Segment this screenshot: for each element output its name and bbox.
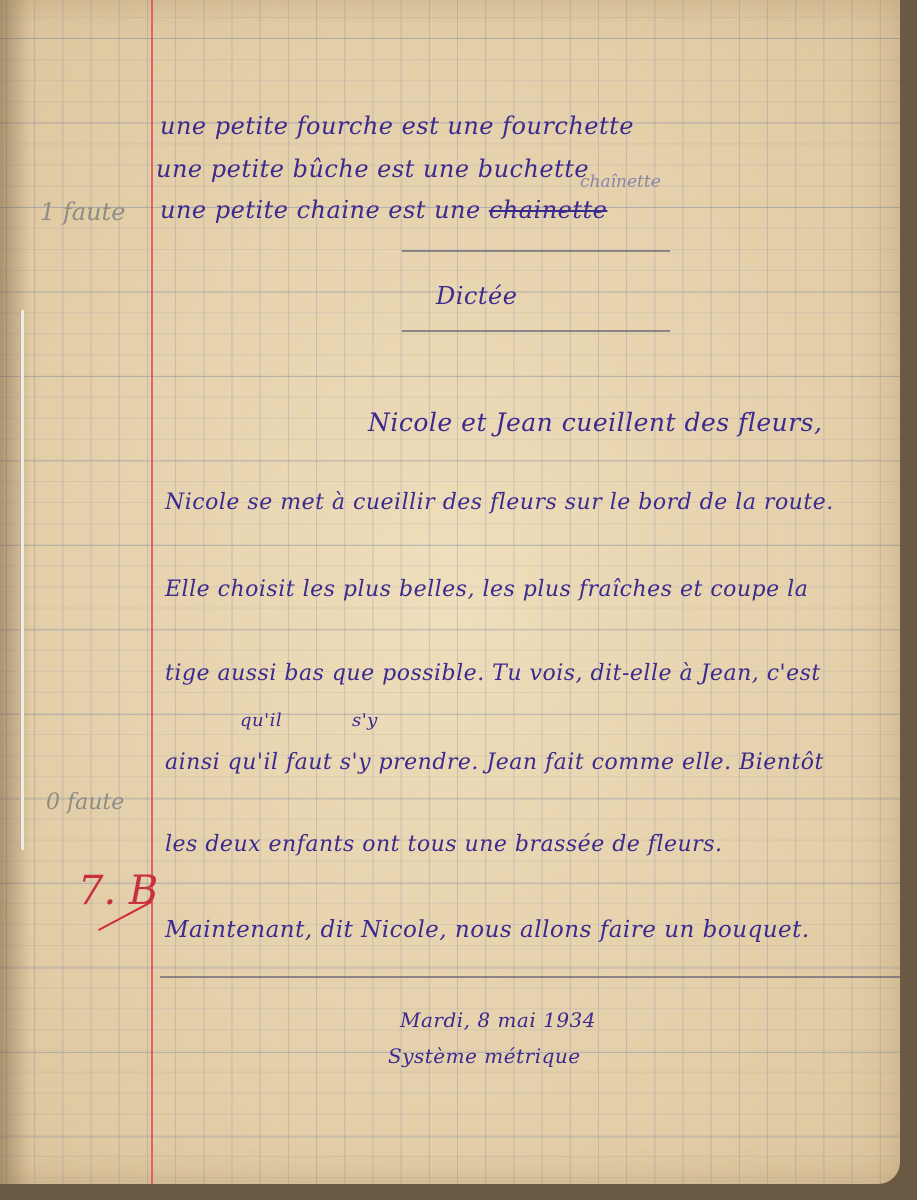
margin-line xyxy=(151,0,153,1184)
opening-line-3 xyxy=(160,196,607,224)
dictee-line-4: ainsi qu'il faut s'y prendre. Jean fait comme elle. Bientôt xyxy=(165,750,824,775)
dictee-line-6: Maintenant, dit Nicole, nous allons faire un bouquet. xyxy=(165,917,810,943)
end-rule xyxy=(160,976,900,978)
opening-line-2: une petite bûche est une buchette xyxy=(156,155,590,183)
opening-line-3-prefix: une petite chaine est une xyxy=(160,196,489,224)
separator-rule-2 xyxy=(402,330,670,332)
date-line: Mardi, 8 mai 1934 xyxy=(400,1008,596,1032)
struck-word: chainette xyxy=(488,196,608,224)
interlinear-correction-1: qu'il xyxy=(240,710,283,731)
margin-note-top: 1 faute xyxy=(40,198,126,226)
grade: 7. B xyxy=(78,868,159,914)
separator-rule-1 xyxy=(402,250,670,252)
binding-thread xyxy=(20,310,24,850)
margin-note-bottom: 0 faute xyxy=(46,790,125,815)
dictee-title: Dictée xyxy=(436,282,518,310)
opening-line-1: une petite fourche est une fourchette xyxy=(160,112,634,140)
dictee-subtitle: Nicole et Jean cueillent des fleurs, xyxy=(368,408,823,437)
dictee-line-2: Elle choisit les plus belles, les plus fraîches et coupe la xyxy=(165,577,809,602)
dictee-line-5: les deux enfants ont tous une brassée de fleurs. xyxy=(165,832,723,857)
line3-correction: chaînette xyxy=(580,172,661,192)
binding-gutter xyxy=(0,0,30,1184)
dictee-line-1: Nicole se met à cueillir des fleurs sur le bord de la route. xyxy=(165,490,834,515)
next-section-title: Système métrique xyxy=(388,1044,581,1068)
interlinear-correction-2: s'y xyxy=(352,710,378,731)
dictee-line-3: tige aussi bas que possible. Tu vois, dit-elle à Jean, c'est xyxy=(165,661,821,686)
